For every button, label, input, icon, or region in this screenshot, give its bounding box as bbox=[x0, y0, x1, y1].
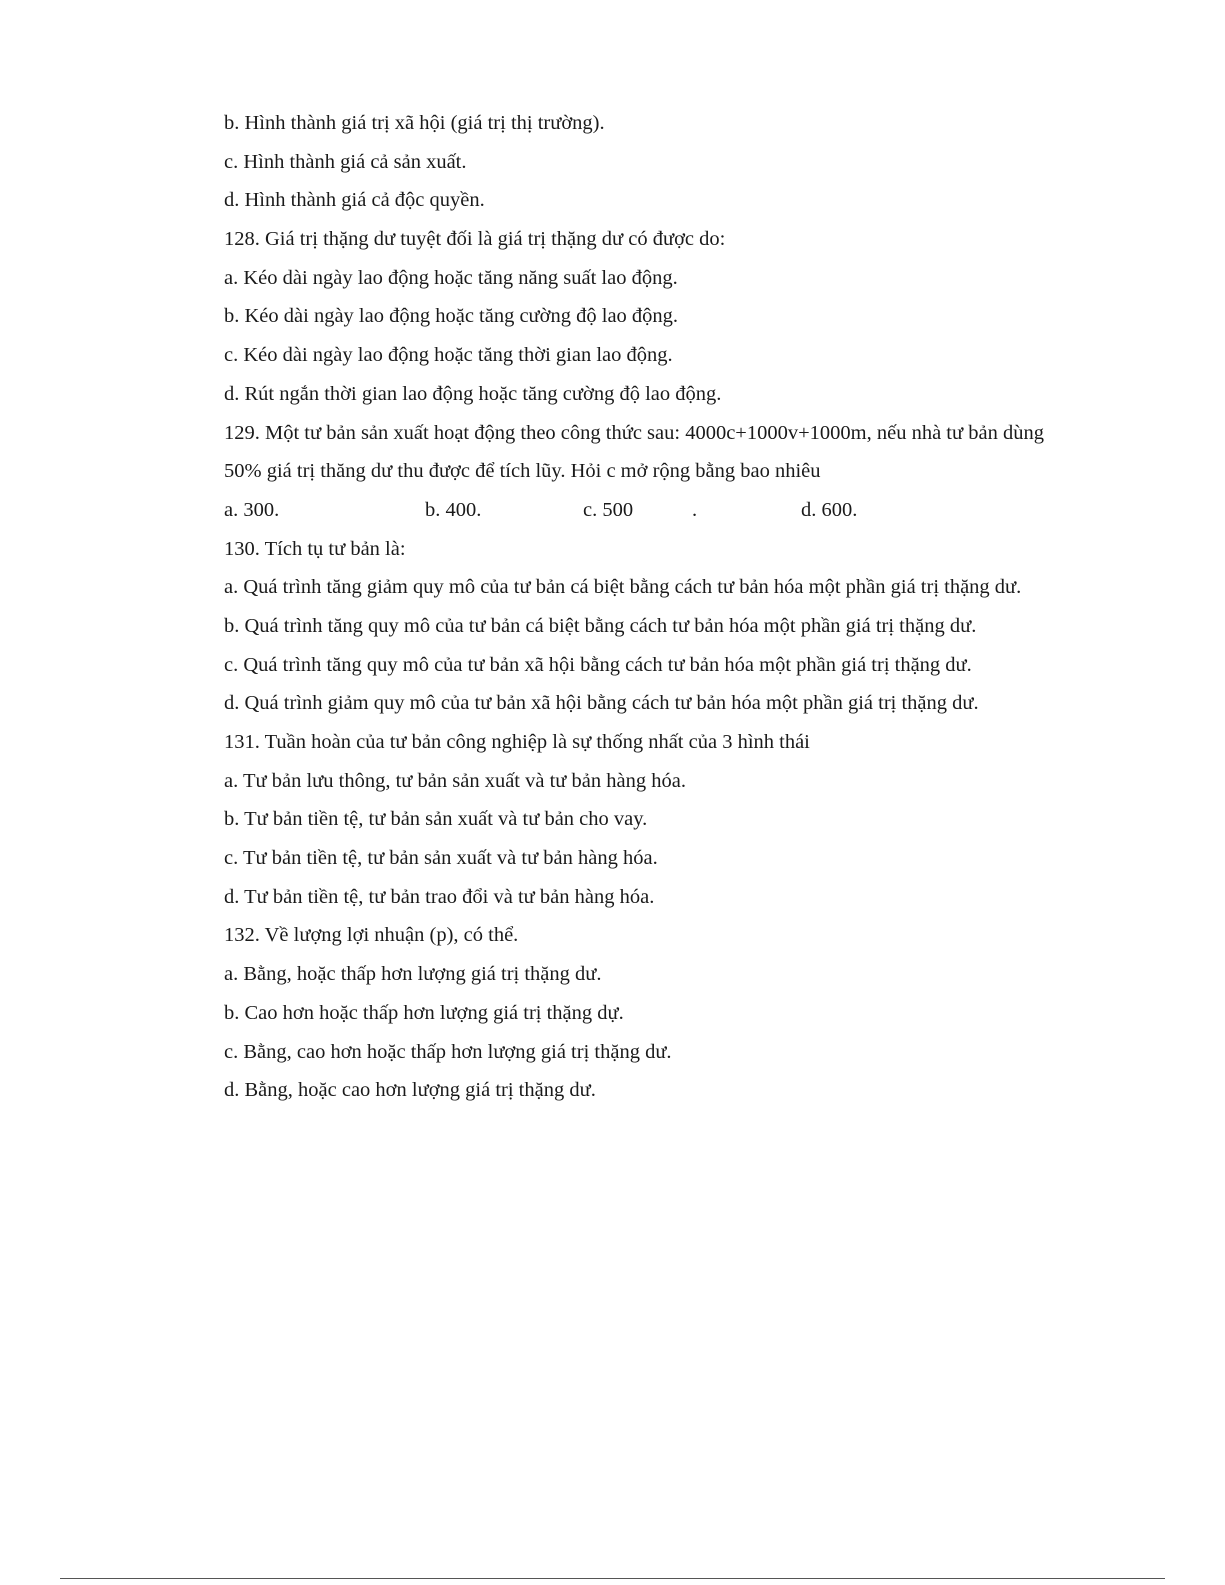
text-line: c. Quá trình tăng quy mô của tư bản xã hội bằng cách tư bản hóa một phần giá trị thặng dư. bbox=[224, 653, 972, 676]
text-line: a. Kéo dài ngày lao động hoặc tăng năng suất lao động. bbox=[224, 266, 678, 289]
text-line: b. Kéo dài ngày lao động hoặc tăng cường độ lao động. bbox=[224, 305, 679, 328]
text-line: d. Bằng, hoặc cao hơn lượng giá trị thặng dư. bbox=[224, 1079, 596, 1102]
text-line: a. Bằng, hoặc thấp hơn lượng giá trị thặng dư. bbox=[224, 963, 602, 986]
text-line: b. Hình thành giá trị xã hội (giá trị thị trường). bbox=[224, 112, 605, 134]
text-line: d. Hình thành giá cả độc quyền. bbox=[224, 189, 485, 212]
text-line: d. Quá trình giảm quy mô của tư bản xã hội bằng cách tư bản hóa một phần giá trị thặng dư. bbox=[224, 692, 979, 715]
document-body bbox=[224, 104, 1104, 1110]
question-128: 128. Giá trị thặng dư tuyệt đối là giá trị thặng dư có được do: bbox=[224, 228, 726, 251]
option-d: d. 600. bbox=[801, 498, 858, 521]
text-line: d. Tư bản tiền tệ, tư bản trao đổi và tư bản hàng hóa. bbox=[224, 885, 655, 908]
question-129: 129. Một tư bản sản xuất hoạt động theo công thức sau: 4000c+1000v+1000m, nếu nhà tư bản dùng bbox=[224, 421, 1044, 444]
text-line: b. Tư bản tiền tệ, tư bản sản xuất và tư bản cho vay. bbox=[224, 808, 648, 831]
option-a: a. 300. bbox=[224, 498, 280, 521]
option-c: c. 500 bbox=[583, 498, 634, 521]
option-b: b. 400. bbox=[425, 498, 482, 521]
q129-options-row bbox=[224, 491, 1104, 530]
text-line: c. Kéo dài ngày lao động hoặc tăng thời gian lao động. bbox=[224, 344, 673, 367]
text-line: b. Quá trình tăng quy mô của tư bản cá biệt bằng cách tư bản hóa một phần giá trị thặng dư. bbox=[224, 614, 977, 637]
question-131: 131. Tuần hoàn của tư bản công nghiệp là sự thống nhất của 3 hình thái bbox=[224, 731, 810, 753]
text-line: a. Quá trình tăng giảm quy mô của tư bản cá biệt bằng cách tư bản hóa một phần giá trị thặng dư. bbox=[224, 576, 1022, 599]
text-line: d. Rút ngắn thời gian lao động hoặc tăng cường độ lao động. bbox=[224, 382, 722, 405]
text-line: c. Hình thành giá cả sản xuất. bbox=[224, 150, 467, 173]
text-line: c. Tư bản tiền tệ, tư bản sản xuất và tư bản hàng hóa. bbox=[224, 847, 658, 870]
text-line: a. Tư bản lưu thông, tư bản sản xuất và tư bản hàng hóa. bbox=[224, 769, 686, 792]
stray-dot: . bbox=[692, 498, 698, 521]
question-130: 130. Tích tụ tư bản là: bbox=[224, 537, 406, 560]
question-132: 132. Về lượng lợi nhuận (p), có thể. bbox=[224, 924, 519, 947]
text-line: b. Cao hơn hoặc thấp hơn lượng giá trị thặng dự. bbox=[224, 1001, 624, 1024]
question-129-cont: 50% giá trị thăng dư thu được để tích lũy. Hỏi c mở rộng bằng bao nhiêu bbox=[224, 460, 821, 483]
page-bottom-rule bbox=[60, 1578, 1165, 1579]
text-line: c. Bằng, cao hơn hoặc thấp hơn lượng giá trị thặng dư. bbox=[224, 1040, 672, 1063]
